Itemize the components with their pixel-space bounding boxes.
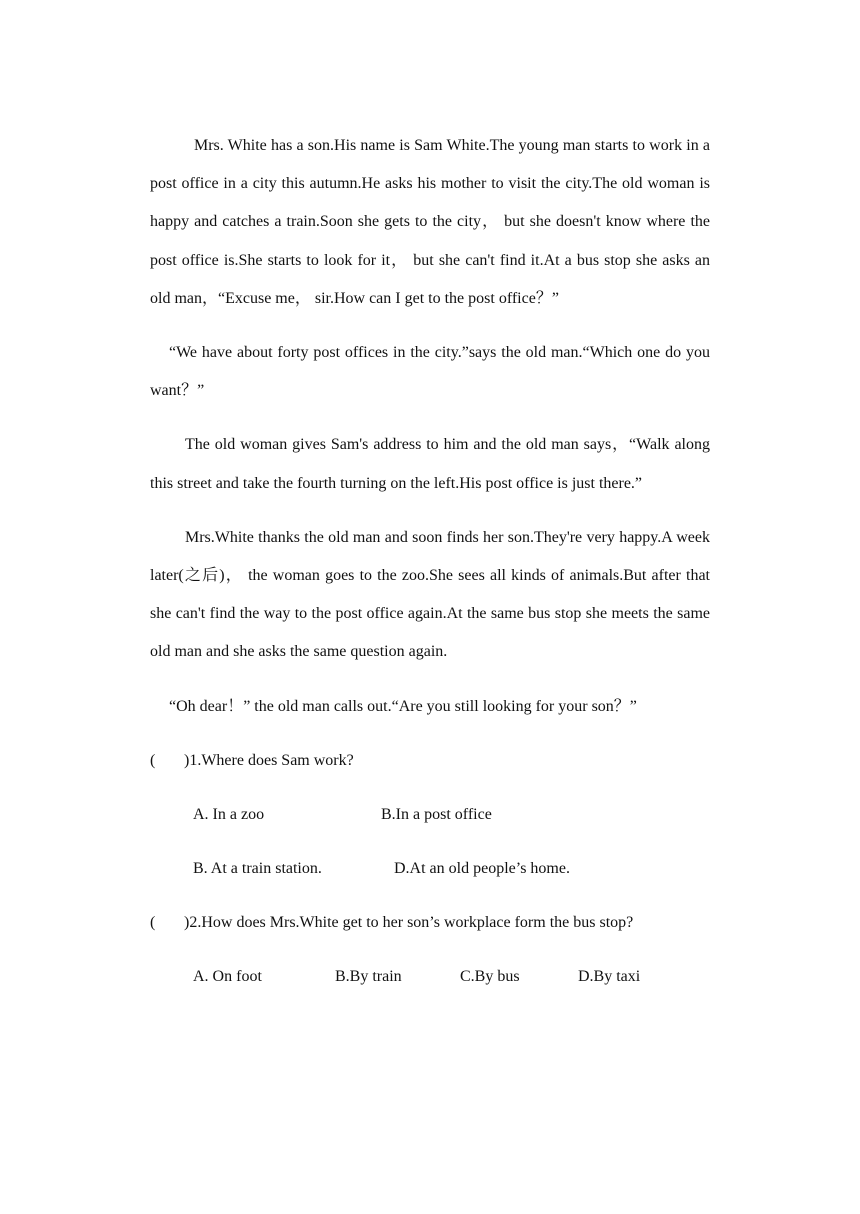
option-d: D.By taxi (578, 967, 641, 985)
question-1 (150, 742, 710, 780)
answer-blank[interactable]: ( (150, 913, 156, 931)
option-a: A. In a zoo (193, 805, 265, 823)
option-b: B.By train (335, 967, 402, 985)
question-2-options-row (150, 958, 710, 996)
question-stem: )2.How does Mrs.White get to her son’s workplace form the bus stop? (184, 913, 634, 931)
question-2 (150, 904, 710, 942)
passage-paragraph-1: Mrs. White has a son.His name is Sam White.The young man starts to work in a post office in a city this autumn.He asks his mother to visit the city.The old woman is happy and catches a train.Soon she gets to the city， but she doesn't know where the post office is.She starts to look for it， but she can't find it.At a bus stop she asks an old man，“Excuse me， sir.How can I get to the post office？” (150, 137, 710, 307)
option-a: A. On foot (193, 967, 262, 985)
document-page (150, 127, 710, 996)
answer-blank[interactable]: ( (150, 751, 156, 769)
question-1-options-row-1 (150, 796, 710, 834)
option-c: B. At a train station. (193, 859, 322, 877)
option-d: D.At an old people’s home. (394, 859, 570, 877)
passage-paragraph-5: “Oh dear！” the old man calls out.“Are you still looking for your son？” (169, 697, 637, 715)
question-1-options-row-2 (150, 850, 710, 888)
passage-paragraph-3: The old woman gives Sam's address to him and the old man says，“Walk along this street and take the fourth turning on the left.His post office is just there.” (150, 436, 710, 492)
passage-paragraph-4: Mrs.White thanks the old man and soon finds her son.They're very happy.A week later(之后)， the woman goes to the zoo.She sees all kinds of animals.But after that she can't find the way to the post office again.At the same bus stop she meets the same old man and she asks the same question again. (150, 528, 710, 661)
option-c: C.By bus (460, 967, 520, 985)
question-stem: )1.Where does Sam work? (184, 751, 354, 769)
passage-paragraph-2: “We have about forty post offices in the city.”says the old man.“Which one do you want？” (150, 344, 710, 400)
option-b: B.In a post office (381, 805, 492, 823)
